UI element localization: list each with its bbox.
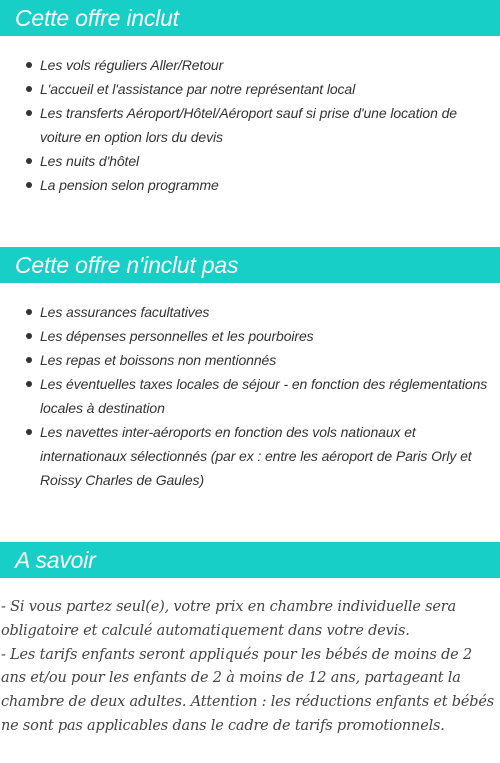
bullet-icon (26, 110, 32, 116)
list-item-text: Les assurances facultatives (40, 304, 210, 320)
list-item (0, 372, 500, 420)
includes-list (0, 53, 500, 197)
list-item-text: Les dépenses personnelles et les pourboires (40, 328, 314, 344)
includes-section-title: Cette offre inclut (0, 0, 500, 36)
list-item-text: Les repas et boissons non mentionnés (40, 352, 277, 368)
list-item-text: Les transferts Aéroport/Hôtel/Aéroport sauf si prise d'une location de voiture en option lors du devis (40, 105, 457, 145)
list-item (0, 420, 500, 492)
list-item-text: L'accueil et l'assistance par notre représentant local (40, 81, 356, 97)
bullet-icon (26, 333, 32, 339)
list-item (0, 53, 500, 77)
bullet-icon (26, 429, 32, 435)
bullet-icon (26, 357, 32, 363)
bullet-icon (26, 86, 32, 92)
list-item (0, 149, 500, 173)
know-text (1, 596, 500, 739)
list-item-text: Les éventuelles taxes locales de séjour - en fonction des réglementations locales à destination (40, 376, 488, 416)
excludes-section-title: Cette offre n'inclut pas (0, 247, 500, 283)
bullet-icon (26, 309, 32, 315)
list-item (0, 77, 500, 101)
list-item (0, 324, 500, 348)
list-item-text: Les nuits d'hôtel (40, 153, 140, 169)
know-paragraph: - Si vous partez seul(e), votre prix en chambre individuelle sera obligatoire et calculé automatiquement dans votre devis. (1, 599, 456, 639)
list-item-text: Les navettes inter-aéroports en fonction des vols nationaux et internationaux sélectionnés (par ex : entre les aéroport de Paris Orly et Roissy Charles de Gaules) (40, 424, 472, 488)
list-item (0, 173, 500, 197)
list-item (0, 300, 500, 324)
list-item (0, 101, 500, 149)
know-section-title: A savoir (0, 542, 500, 578)
bullet-icon (26, 158, 32, 164)
list-item (0, 348, 500, 372)
know-paragraph: - Les tarifs enfants seront appliqués pour les bébés de moins de 2 ans et/ou pour les enfants de 2 à moins de 12 ans, partageant la chambre de deux adultes. Attention : les réductions enfants et bébés ne sont pas applicables dans le cadre de tarifs promotionnels. (1, 646, 494, 734)
bullet-icon (26, 182, 32, 188)
list-item-text: La pension selon programme (40, 177, 219, 193)
list-item-text: Les vols réguliers Aller/Retour (40, 57, 224, 73)
bullet-icon (26, 381, 32, 387)
bullet-icon (26, 62, 32, 68)
excludes-list (0, 300, 500, 492)
